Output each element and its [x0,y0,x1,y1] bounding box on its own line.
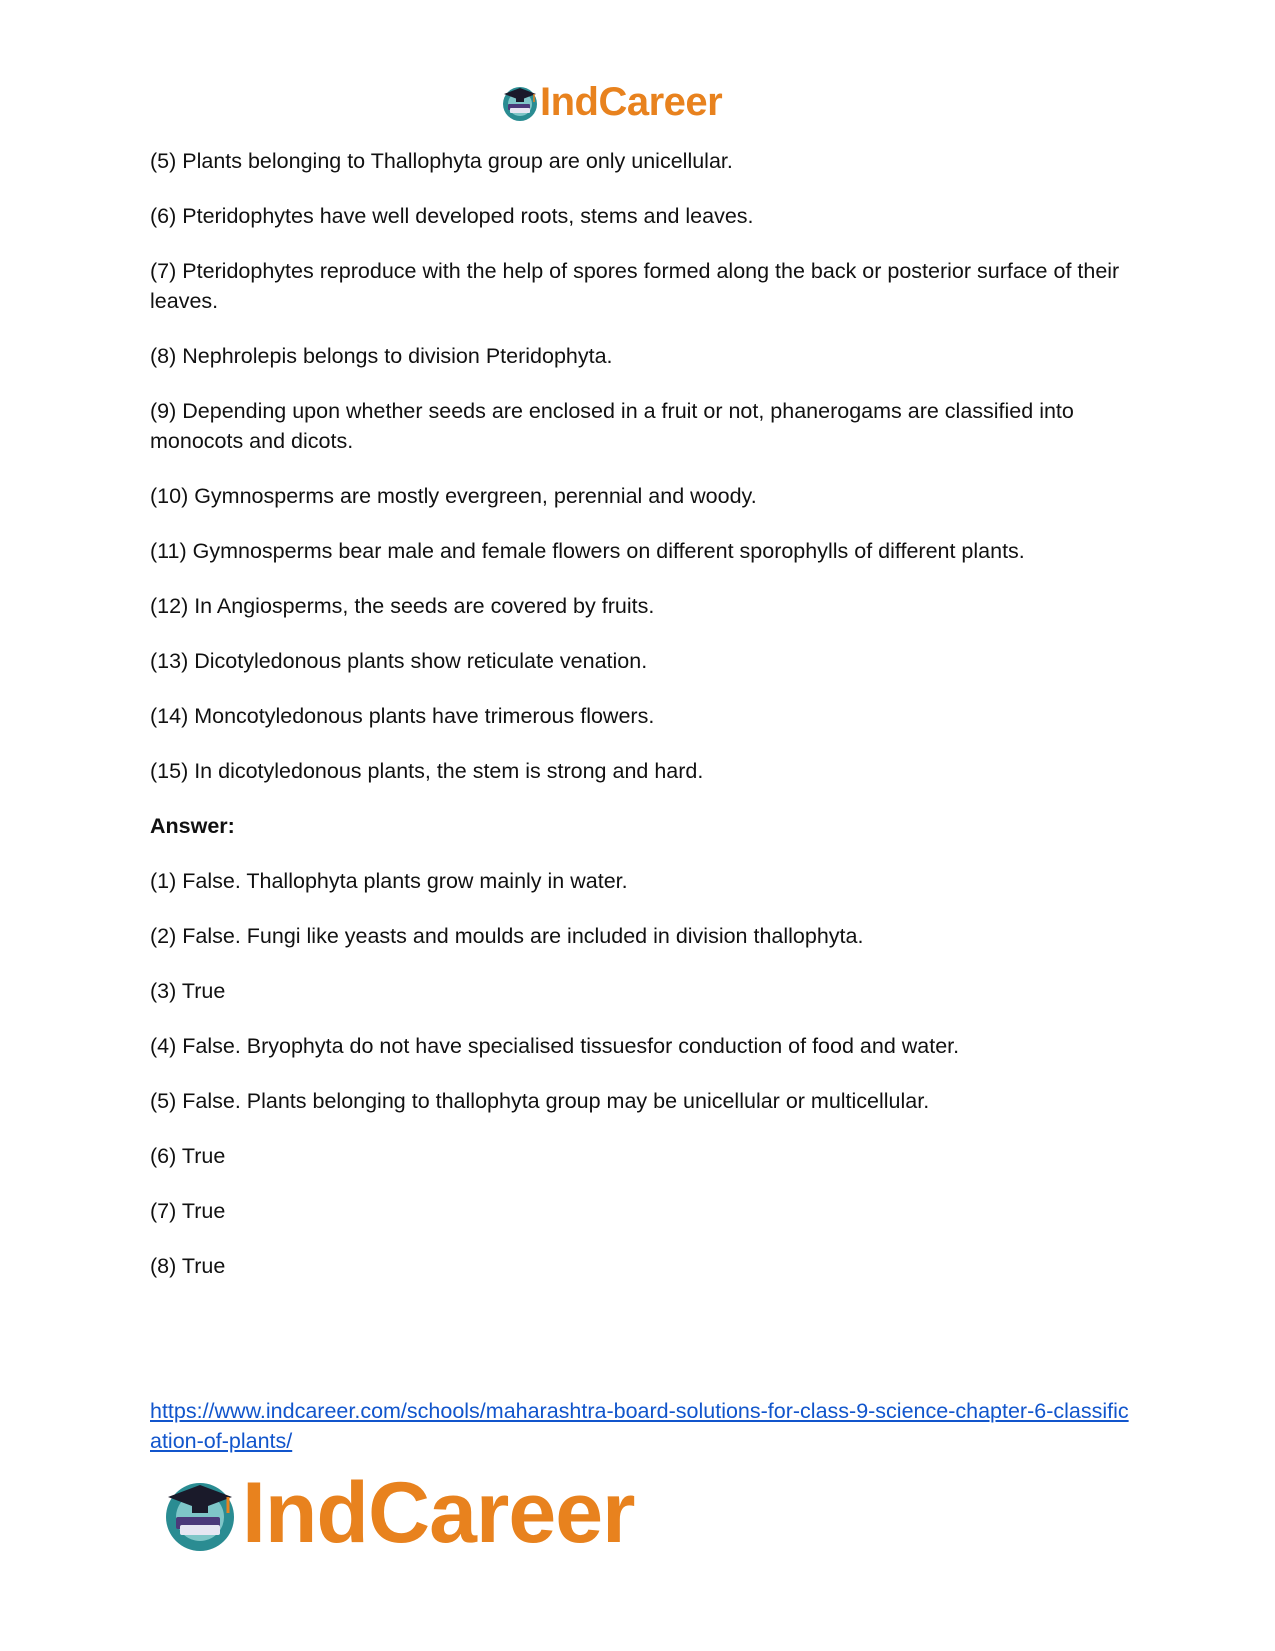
answer-item: (3) True [150,979,226,1003]
statement-item: (6) Pteridophytes have well developed roots, stems and leaves. [150,204,754,228]
answer-item: (5) False. Plants belonging to thallophyta group may be unicellular or multicellular. [150,1089,930,1113]
answer-item: (2) False. Fungi like yeasts and moulds are included in division thallophyta. [150,924,864,948]
statement-item: (12) In Angiosperms, the seeds are covered by fruits. [150,594,655,618]
source-link-block [150,1396,1140,1456]
answer-item: (4) False. Bryophyta do not have specialised tissuesfor conduction of food and water. [150,1034,960,1058]
statement-item: (9) Depending upon whether seeds are enclosed in a fruit or not, phanerogams are classified into monocots and dicots. [150,399,1074,453]
statement-list [150,146,1130,786]
statement-item: (8) Nephrolepis belongs to division Pteridophyta. [150,344,613,368]
answer-item: (1) False. Thallophyta plants grow mainly in water. [150,869,628,893]
answer-heading: Answer: [150,814,235,838]
brand-name: IndCareer [540,80,723,124]
statement-item: (7) Pteridophytes reproduce with the help of spores formed along the back or posterior surface of their leaves. [150,259,1120,313]
statement-item: (14) Moncotyledonous plants have trimerous flowers. [150,704,655,728]
brand-name: IndCareer [242,1465,635,1561]
answer-item: (7) True [150,1199,226,1223]
source-link[interactable]: https://www.indcareer.com/schools/maharashtra-board-solutions-for-class-9-science-chapter-6-classification-of-plants/ [150,1399,1129,1453]
header-logo [500,80,722,124]
statement-item: (5) Plants belonging to Thallophyta group are only unicellular. [150,149,733,173]
statement-item: (11) Gymnosperms bear male and female flowers on different sporophylls of different plants. [150,539,1025,563]
footer-logo [160,1465,635,1561]
answer-item: (6) True [150,1144,226,1168]
page-content [150,146,1130,1306]
graduation-cap-globe-icon [500,82,540,122]
answer-list [150,866,1130,1281]
statement-item: (10) Gymnosperms are mostly evergreen, perennial and woody. [150,484,757,508]
answer-item: (8) True [150,1254,226,1278]
graduation-cap-globe-icon [160,1473,240,1553]
statement-item: (13) Dicotyledonous plants show reticulate venation. [150,649,648,673]
statement-item: (15) In dicotyledonous plants, the stem is strong and hard. [150,759,704,783]
